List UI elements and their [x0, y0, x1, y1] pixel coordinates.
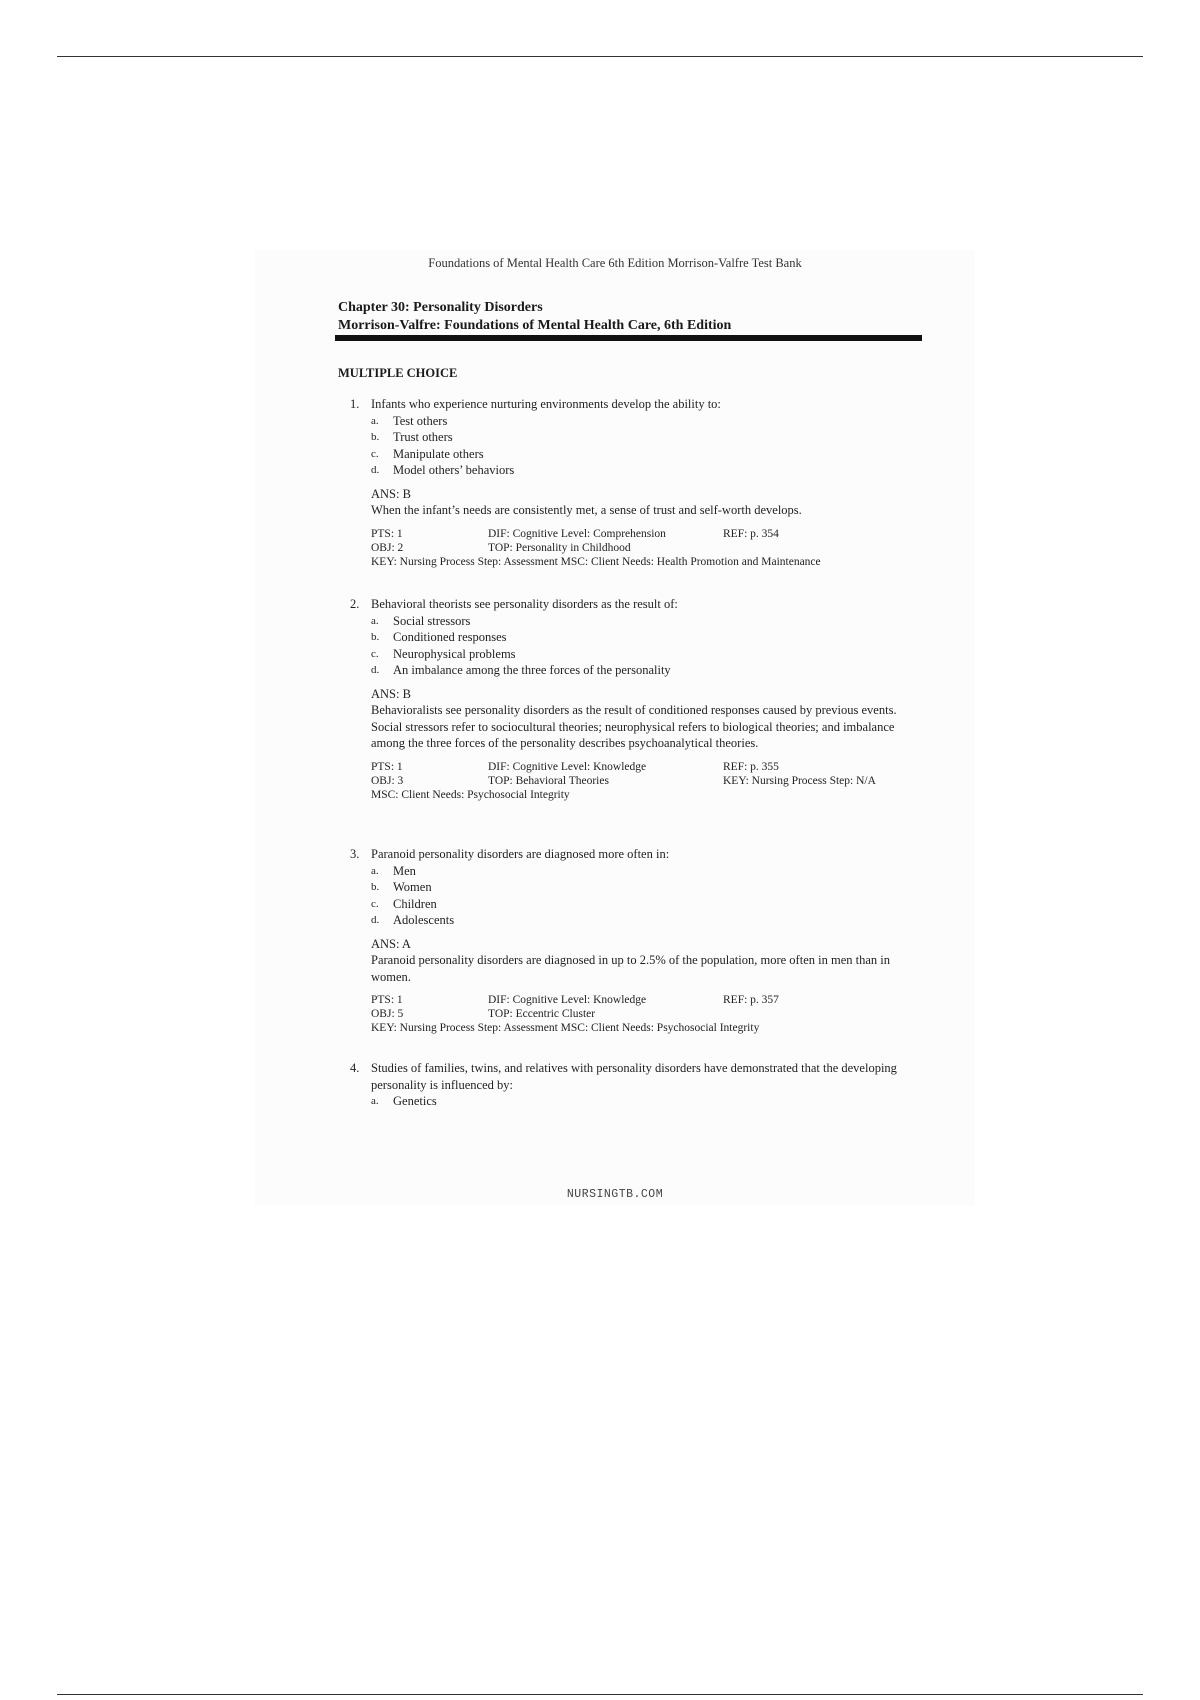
option [371, 912, 910, 929]
option-text: Women [393, 880, 432, 894]
option-letter: a. [371, 614, 379, 627]
running-head: Foundations of Mental Health Care 6th Edition Morrison-Valfre Test Bank [428, 256, 802, 270]
question-number: 1. [350, 397, 360, 411]
option [371, 662, 910, 679]
chapter-title: Chapter 30: Personality Disorders [338, 300, 543, 315]
option-text: Model others’ behaviors [393, 463, 515, 477]
meta-pts: PTS: 1 [371, 994, 403, 1006]
meta-top: TOP: Behavioral Theories [488, 774, 609, 787]
option [371, 1093, 910, 1110]
footer-watermark: NURSINGTB.COM [566, 1188, 664, 1201]
options-list [371, 413, 910, 479]
option [371, 429, 910, 446]
book-title: Morrison-Valfre: Foundations of Mental Health Care, 6th Edition [338, 318, 732, 333]
rationale: Behavioralists see personality disorders as the result of conditioned responses caused by previous events. Social stressors refer to sociocultural theories; neurophysical refers to biological theories; and imbalance among the three forces of the personality describes psychoanalytical theories. [371, 703, 897, 750]
options-list [371, 863, 910, 929]
option-letter: a. [371, 864, 379, 877]
meta-dif: DIF: Cognitive Level: Knowledge [488, 994, 647, 1006]
option-text: Test others [393, 413, 448, 428]
option-text: Social stressors [393, 613, 471, 628]
meta-key-msc: KEY: Nursing Process Step: Assessment MSC: Client Needs: Psychosocial Integrity [371, 1022, 760, 1034]
answer: ANS: A [371, 936, 411, 951]
option-text: An imbalance among the three forces of the personality [393, 663, 671, 677]
meta-key-msc: KEY: Nursing Process Step: Assessment MSC: Client Needs: Health Promotion and Maintenance [371, 555, 821, 568]
option-text: Men [393, 863, 416, 878]
rationale: Paranoid personality disorders are diagnosed in up to 2.5% of the population, more often in men than in women. [371, 953, 890, 984]
option-letter: a. [371, 414, 379, 427]
option [371, 863, 910, 880]
title-rule [335, 335, 922, 341]
answer: ANS: B [371, 686, 411, 701]
rationale: When the infant’s needs are consistently met, a sense of trust and self-worth develops. [371, 503, 802, 517]
meta-obj: OBJ: 2 [371, 541, 404, 554]
meta-pts: PTS: 1 [371, 527, 403, 540]
option-letter: b. [371, 881, 380, 893]
option [371, 446, 910, 463]
question-number: 4. [350, 1061, 360, 1075]
question-stem: Behavioral theorists see personality disorders as the result of: [371, 597, 678, 611]
option [371, 462, 910, 479]
option-text: Genetics [393, 1094, 437, 1108]
answer: ANS: B [371, 486, 411, 501]
meta-top: TOP: Eccentric Cluster [488, 1008, 596, 1020]
option-letter: c. [371, 647, 379, 660]
option-text: Neurophysical problems [393, 646, 516, 661]
question-meta [371, 993, 910, 1035]
meta-ref: REF: p. 354 [723, 527, 779, 540]
meta-key: KEY: Nursing Process Step: N/A [723, 774, 876, 787]
option-letter: d. [371, 914, 380, 926]
option-text: Conditioned responses [393, 630, 507, 644]
option-letter: b. [371, 631, 380, 643]
option [371, 879, 910, 896]
option [371, 896, 910, 913]
top-rule [57, 56, 1143, 57]
meta-msc: MSC: Client Needs: Psychosocial Integrity [371, 788, 570, 801]
option-letter: c. [371, 447, 379, 460]
question-1 [350, 396, 910, 569]
meta-obj: OBJ: 3 [371, 774, 404, 787]
options-list [371, 613, 910, 679]
question-meta [371, 760, 910, 802]
options-list [371, 1093, 910, 1110]
question-number: 2. [350, 597, 360, 611]
question-4 [350, 1060, 910, 1110]
meta-ref: REF: p. 355 [723, 760, 779, 773]
meta-dif: DIF: Cognitive Level: Comprehension [488, 527, 666, 540]
document-page [255, 250, 975, 1205]
question-3 [350, 846, 910, 1035]
question-stem: Infants who experience nurturing environments develop the ability to: [371, 397, 721, 411]
section-heading: MULTIPLE CHOICE [338, 366, 458, 380]
option [371, 646, 910, 663]
meta-top: TOP: Personality in Childhood [488, 541, 631, 554]
option-letter: d. [371, 464, 380, 476]
question-stem: Paranoid personality disorders are diagnosed more often in: [371, 847, 670, 861]
option-text: Children [393, 896, 437, 911]
question-stem: Studies of families, twins, and relatives with personality disorders have demonstrated that the developing personality is influenced by: [371, 1061, 897, 1092]
option-text: Adolescents [393, 913, 455, 927]
option-text: Trust others [393, 430, 453, 444]
meta-pts: PTS: 1 [371, 760, 403, 773]
meta-obj: OBJ: 5 [371, 1008, 404, 1020]
meta-ref: REF: p. 357 [723, 994, 779, 1006]
bottom-rule [57, 1694, 1143, 1695]
option [371, 413, 910, 430]
option-text: Manipulate others [393, 446, 484, 461]
question-2 [350, 596, 910, 802]
meta-dif: DIF: Cognitive Level: Knowledge [488, 760, 647, 773]
question-number: 3. [350, 847, 360, 861]
option [371, 629, 910, 646]
question-meta [371, 527, 910, 569]
option-letter: d. [371, 664, 380, 676]
option-letter: b. [371, 431, 380, 443]
option [371, 613, 910, 630]
option-letter: a. [371, 1095, 379, 1107]
option-letter: c. [371, 897, 379, 910]
